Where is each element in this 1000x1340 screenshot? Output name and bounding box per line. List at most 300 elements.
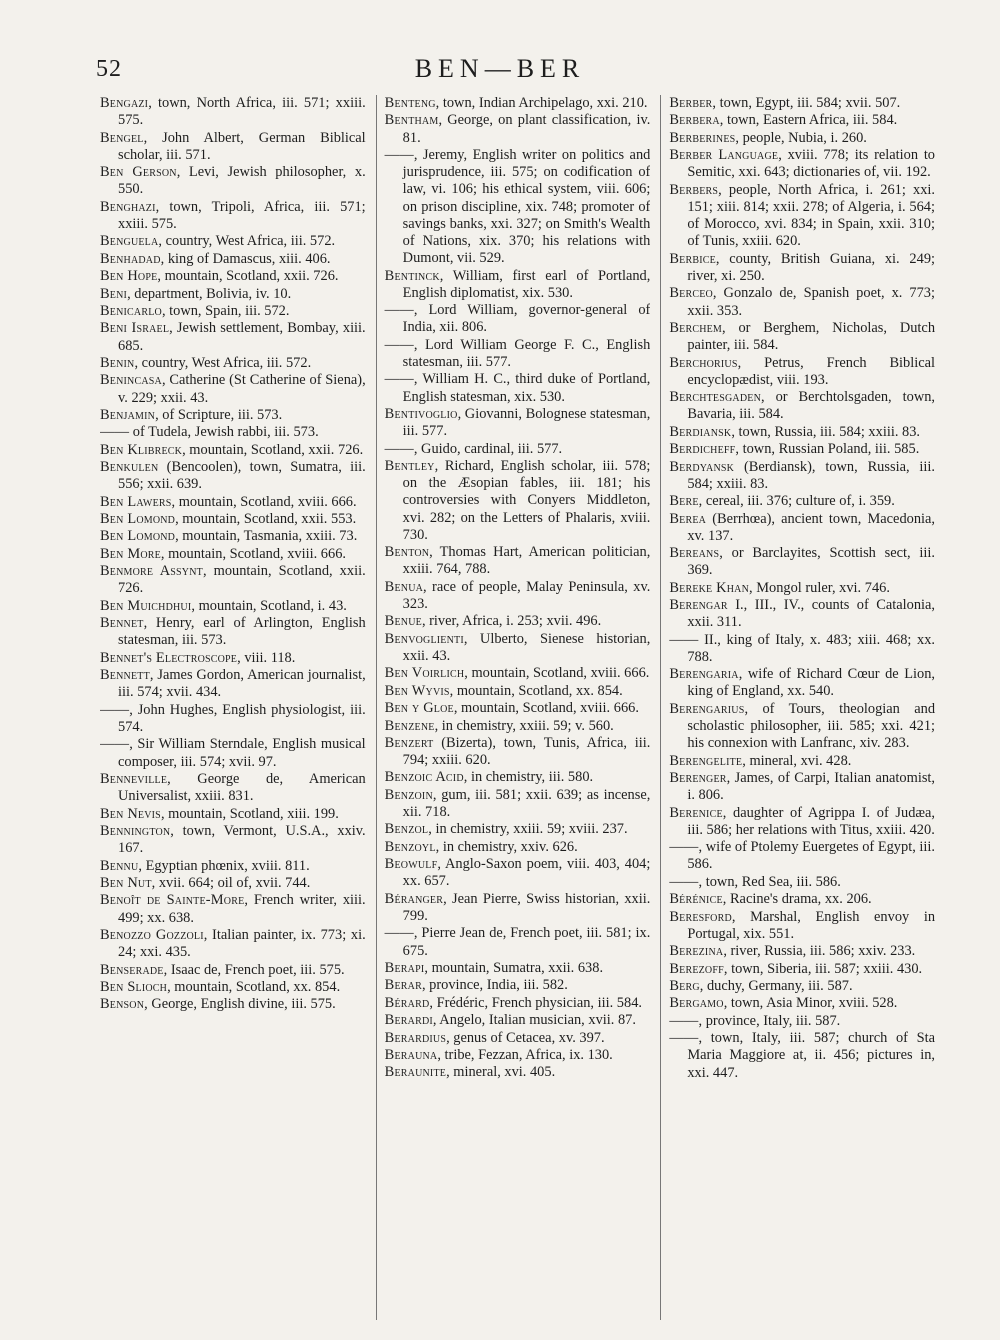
index-column-1 xyxy=(100,95,366,1320)
entry-text: , Italian painter, ix. 773; xi. 24; xxi. 435. xyxy=(118,926,366,961)
index-entry xyxy=(669,424,935,441)
index-entry xyxy=(100,320,366,354)
entry-text: , town, Egypt, iii. 584; xvii. 507. xyxy=(712,95,901,111)
index-entry xyxy=(669,770,935,804)
entry-headword: Ben Klibreck xyxy=(100,441,183,458)
entry-text: , Sir William Sterndale, English musical composer, iii. 574; xvii. 97. xyxy=(118,736,366,770)
entry-text: , James Gordon, American journalist, iii. 574; xvii. 434. xyxy=(118,667,366,701)
index-entry xyxy=(385,268,651,302)
entry-headword: Benin xyxy=(100,354,135,371)
entry-headword: Berbera xyxy=(669,112,720,129)
index-entry xyxy=(669,597,935,631)
entry-headword: Béranger xyxy=(384,890,444,907)
entry-text: , John Hughes, English physiologist, iii. 574. xyxy=(118,701,366,735)
entry-text: , of Scripture, iii. 573. xyxy=(155,406,283,423)
entry-headword: Benoît de Sainte-More xyxy=(100,892,245,909)
entry-headword: Benkulen xyxy=(100,459,159,476)
entry-headword: Benzene xyxy=(384,717,435,734)
entry-headword: Berdyansk xyxy=(669,458,735,475)
index-entry xyxy=(100,372,366,406)
index-entry xyxy=(385,458,651,544)
index-entry xyxy=(100,511,366,528)
entry-text: , Richard, English scholar, iii. 578; on the Æsopian fables, iii. 181; his controversies with Conyers Middleton, xvi. 282; on the Letters of Phalaris, xviii. 730. xyxy=(402,457,651,543)
entry-text: , James, of Carpi, Italian anatomist, i. 806. xyxy=(687,770,936,804)
index-entry xyxy=(100,199,366,233)
entry-text: , mountain, Scotland, xiii. 199. xyxy=(160,805,339,822)
entry-text: , race of people, Malay Peninsula, xv. 323. xyxy=(402,578,651,612)
entry-headword: Berenger xyxy=(669,770,727,787)
entry-text: , mountain, Scotland, xxii. 726. xyxy=(118,563,366,597)
entry-text: , George, on plant classification, iv. 81. xyxy=(402,112,651,146)
entry-headword: Bérard xyxy=(384,994,430,1011)
entry-headword: —— xyxy=(100,424,130,441)
index-entry xyxy=(669,839,935,873)
entry-text: , mountain, Sumatra, xxii. 638. xyxy=(424,960,604,977)
entry-text: , mountain, Scotland, xx. 854. xyxy=(167,978,341,995)
index-entry xyxy=(385,995,651,1012)
entry-headword: Benue xyxy=(384,613,422,630)
index-column-3 xyxy=(660,95,935,1320)
entry-text: , Lord William George F. C., English statesman, iii. 577. xyxy=(402,336,651,370)
entry-text: , mountain, Scotland, i. 43. xyxy=(191,597,347,614)
index-entry xyxy=(669,701,935,753)
index-entry xyxy=(669,1013,935,1030)
index-entry xyxy=(385,856,651,890)
index-entry xyxy=(100,892,366,926)
entry-headword: Berardi xyxy=(384,1012,433,1029)
index-entry xyxy=(100,528,366,545)
entry-text: , Anglo-Saxon poem, viii. 403, 404; xx. 657. xyxy=(402,856,651,890)
index-entry xyxy=(385,631,651,665)
entry-headword: Berdicheff xyxy=(669,441,736,458)
index-entry xyxy=(669,805,935,839)
page-number: 52 xyxy=(96,56,122,82)
entry-text: , Giovanni, Bolognese statesman, iii. 577. xyxy=(402,405,651,440)
entry-headword: Beraunite xyxy=(384,1064,447,1081)
entry-text: , country, West Africa, iii. 572. xyxy=(134,354,312,371)
index-entry xyxy=(385,891,651,925)
index-entry xyxy=(100,598,366,615)
index-entry xyxy=(669,545,935,579)
entry-text: , in chemistry, xxiii. 59; xviii. 237. xyxy=(428,821,628,838)
entry-headword: Ben Gerson xyxy=(100,164,177,181)
entry-text: , Gonzalo de, Spanish poet, x. 773; xxii. 353. xyxy=(687,285,936,319)
entry-headword: Benjamin xyxy=(100,406,156,423)
index-entry xyxy=(100,164,366,198)
entry-text: , town, Vermont, U.S.A., xxiv. 167. xyxy=(118,822,366,857)
entry-headword: Ben Lomond xyxy=(100,511,176,528)
entry-text: , town, North Africa, iii. 571; xxiii. 575. xyxy=(118,95,366,129)
index-entry xyxy=(669,95,935,112)
index-entry xyxy=(100,424,366,441)
index-entry xyxy=(669,666,935,700)
index-entry xyxy=(385,95,651,112)
index-columns xyxy=(100,95,935,1320)
entry-headword: Benozzo Gozzoli xyxy=(100,926,204,943)
index-entry xyxy=(100,875,366,892)
index-entry xyxy=(669,978,935,995)
index-entry xyxy=(385,1012,651,1029)
entry-headword: Bentham xyxy=(384,112,439,129)
entry-text: , mountain, Scotland, xviii. 666. xyxy=(453,700,639,717)
entry-headword: Benson xyxy=(100,996,145,1013)
entry-headword: Berchorius xyxy=(669,354,738,371)
index-entry xyxy=(100,286,366,303)
index-entry xyxy=(669,355,935,389)
entry-headword: Benzoyl xyxy=(384,838,436,855)
entry-text: , in chemistry, xxiii. 59; v. 560. xyxy=(434,717,614,734)
entry-text: , wife of Richard Cœur de Lion, king of England, xx. 540. xyxy=(687,666,936,700)
entry-headword: Ben More xyxy=(100,545,161,562)
entry-headword: —— xyxy=(384,302,414,319)
entry-text: , department, Bolivia, iv. 10. xyxy=(127,285,292,302)
entry-headword: Bennett xyxy=(100,667,150,684)
entry-text: of Tudela, Jewish rabbi, iii. 573. xyxy=(129,424,319,441)
entry-text: , province, India, iii. 582. xyxy=(421,977,568,994)
entry-headword: Berengarius xyxy=(669,700,745,717)
index-entry xyxy=(100,962,366,979)
entry-headword: Ben Hope xyxy=(100,268,158,285)
entry-text: , province, Italy, iii. 587. xyxy=(698,1012,841,1029)
entry-text: , Jewish settlement, Bombay, xiii. 685. xyxy=(118,320,366,354)
entry-text: , mineral, xvi. 405. xyxy=(446,1064,556,1081)
entry-headword: Berauna xyxy=(384,1046,438,1063)
entry-headword: Bergamo xyxy=(669,995,724,1012)
index-entry xyxy=(100,303,366,320)
index-entry xyxy=(100,650,366,667)
index-entry xyxy=(385,579,651,613)
index-entry xyxy=(385,337,651,371)
entry-headword: —— xyxy=(100,736,130,753)
index-entry xyxy=(100,806,366,823)
entry-text: , river, Russia, iii. 586; xxiv. 233. xyxy=(723,943,916,960)
index-entry xyxy=(385,700,651,717)
index-entry xyxy=(100,268,366,285)
index-entry xyxy=(385,1047,651,1064)
entry-headword: Benua xyxy=(384,578,424,595)
entry-headword: Berg xyxy=(669,977,700,994)
entry-headword: Beresford xyxy=(669,908,732,925)
index-entry xyxy=(100,823,366,857)
entry-headword: Benincasa xyxy=(100,372,162,389)
entry-headword: Benton xyxy=(384,544,430,561)
entry-text: , xviii. 778; its relation to Semitic, xxi. 643; dictionaries of, vii. 192. xyxy=(687,147,936,181)
entry-headword: Benserade xyxy=(100,961,164,978)
index-entry xyxy=(100,736,366,770)
entry-headword: —— xyxy=(669,631,699,648)
entry-headword: —— xyxy=(669,1012,699,1029)
entry-headword: Benghazi xyxy=(100,198,156,215)
entry-headword: Berdiansk xyxy=(669,423,732,440)
entry-text: , French writer, xiii. 499; xx. 638. xyxy=(118,892,366,926)
entry-text: , county, British Guiana, xi. 249; river, xi. 250. xyxy=(687,250,936,284)
entry-text: , Levi, Jewish philosopher, x. 550. xyxy=(118,164,366,198)
entry-headword: —— xyxy=(100,701,130,718)
entry-text: , mountain, Scotland, xxii. 726. xyxy=(157,268,339,285)
index-entry xyxy=(100,95,366,129)
entry-headword: Berbice xyxy=(669,250,716,267)
index-entry xyxy=(385,718,651,735)
entry-headword: Bennington xyxy=(100,822,171,839)
entry-headword: Berezoff xyxy=(669,960,724,977)
entry-headword: Berberines xyxy=(669,129,736,146)
entry-text: , Racine's drama, xx. 206. xyxy=(722,891,872,908)
index-entry xyxy=(100,667,366,701)
index-entry xyxy=(385,925,651,959)
entry-headword: Ben Voirlich xyxy=(384,665,465,682)
entry-headword: Berezina xyxy=(669,943,724,960)
entry-text: , Jean Pierre, Swiss historian, xxii. 799. xyxy=(402,890,651,925)
index-entry xyxy=(669,441,935,458)
index-entry xyxy=(385,683,651,700)
entry-text: , of Tours, theologian and scholastic philosopher, iii. 585; xxi. 421; his connexion with Lanfranc, xiv. 283. xyxy=(687,700,936,752)
index-entry xyxy=(385,735,651,769)
entry-headword: Benneville xyxy=(100,770,168,787)
entry-text: , town, Russia, iii. 584; xxiii. 83. xyxy=(731,423,920,440)
entry-headword: —— xyxy=(384,336,414,353)
entry-text: , Guido, cardinal, iii. 577. xyxy=(413,440,563,457)
entry-headword: Benhadad xyxy=(100,250,161,267)
entry-headword: Berceo xyxy=(669,285,713,302)
entry-text: , town, Italy, iii. 587; church of Sta Maria Maggiore at, ii. 456; pictures in, xxi. 447. xyxy=(687,1030,936,1081)
entry-text: , or Berghem, Nicholas, Dutch painter, iii. 584. xyxy=(687,319,936,354)
entry-text: , or Berchtolsgaden, town, Bavaria, iii. 584. xyxy=(687,389,936,423)
index-entry xyxy=(100,494,366,511)
entry-headword: Bengel xyxy=(100,129,144,146)
entry-text: , mountain, Scotland, xxii. 726. xyxy=(182,441,364,458)
index-entry xyxy=(100,355,366,372)
entry-text: , Marshal, English envoy in Portugal, xix. 551. xyxy=(687,908,936,942)
index-entry xyxy=(669,909,935,943)
entry-headword: Ben Wyvis xyxy=(384,682,450,699)
entry-headword: Bérénice xyxy=(669,891,723,908)
index-entry xyxy=(669,251,935,285)
entry-headword: Benteng xyxy=(384,95,436,111)
entry-text: , wife of Ptolemy Euergetes of Egypt, iii. 586. xyxy=(687,839,936,873)
entry-headword: Berengar xyxy=(669,597,728,614)
entry-text: , king of Damascus, xiii. 406. xyxy=(160,250,331,267)
entry-text: , Pierre Jean de, French poet, iii. 581; ix. 675. xyxy=(402,925,651,959)
entry-text: , genus of Cetacea, xv. 397. xyxy=(446,1029,605,1046)
entry-text: , country, West Africa, iii. 572. xyxy=(158,233,336,250)
entry-headword: Benicarlo xyxy=(100,302,162,319)
entry-headword: Benzert xyxy=(384,734,434,751)
entry-text: , town, Eastern Africa, iii. 584. xyxy=(719,112,898,129)
index-entry xyxy=(100,459,366,493)
entry-headword: —— xyxy=(669,1030,699,1047)
entry-headword: Benguela xyxy=(100,233,159,250)
index-entry xyxy=(669,874,935,891)
entry-headword: Ben Nut xyxy=(100,874,152,891)
index-entry xyxy=(385,302,651,336)
entry-headword: Berengelite xyxy=(669,752,743,769)
entry-headword: Ben Nevis xyxy=(100,805,161,822)
entry-headword: Bennet xyxy=(100,615,144,632)
index-entry xyxy=(669,511,935,545)
index-entry xyxy=(100,233,366,250)
entry-headword: Berea xyxy=(669,510,707,527)
entry-text: , town, Siberia, iii. 587; xxiii. 430. xyxy=(723,960,923,977)
index-entry xyxy=(100,858,366,875)
entry-headword: —— xyxy=(384,925,414,942)
entry-headword: Bereans xyxy=(669,545,720,562)
entry-text: , town, Asia Minor, xviii. 528. xyxy=(723,995,898,1012)
entry-headword: Bentley xyxy=(384,457,435,474)
entry-text: , Mongol ruler, xvi. 746. xyxy=(749,579,890,596)
entry-text: , duchy, Germany, iii. 587. xyxy=(699,977,853,994)
index-entry xyxy=(669,130,935,147)
entry-text: , cereal, iii. 376; culture of, i. 359. xyxy=(698,493,895,510)
index-entry xyxy=(669,632,935,666)
entry-headword: Ben Muichdhui xyxy=(100,597,192,614)
entry-headword: Berenice xyxy=(669,804,723,821)
entry-headword: Berar xyxy=(384,977,422,994)
index-entry xyxy=(100,130,366,164)
entry-headword: Beni xyxy=(100,285,128,302)
index-entry xyxy=(669,459,935,493)
entry-headword: Ben Lawers xyxy=(100,493,172,510)
index-column-2 xyxy=(376,95,651,1320)
entry-headword: Berchem xyxy=(669,319,723,336)
entry-headword: Benzoin xyxy=(384,786,433,803)
index-entry xyxy=(385,1030,651,1047)
index-entry xyxy=(669,753,935,770)
entry-text: , town, Tripoli, Africa, iii. 571; xxiii. 575. xyxy=(118,198,366,232)
entry-text: , George, English divine, iii. 575. xyxy=(144,996,336,1013)
entry-text: , in chemistry, iii. 580. xyxy=(463,769,594,786)
index-entry xyxy=(385,441,651,458)
entry-text: , tribe, Fezzan, Africa, ix. 130. xyxy=(437,1046,613,1063)
entry-text: , Thomas Hart, American politician, xxiii. 764, 788. xyxy=(402,544,651,578)
index-entry xyxy=(100,442,366,459)
entry-headword: Berbers xyxy=(669,181,719,198)
entry-text: (Bencoolen), town, Sumatra, iii. 556; xxii. 639. xyxy=(118,459,366,493)
entry-headword: Bentinck xyxy=(384,267,440,284)
entry-text: , Petrus, French Biblical encyclopædist, viii. 193. xyxy=(687,354,936,388)
entry-headword: Berchtesgaden xyxy=(669,389,761,406)
entry-headword: Berber xyxy=(669,95,713,111)
entry-text: , Frédéric, French physician, iii. 584. xyxy=(429,994,642,1011)
index-entry xyxy=(100,771,366,805)
entry-text: , river, Africa, i. 253; xvii. 496. xyxy=(421,613,602,630)
index-entry xyxy=(669,285,935,319)
index-entry xyxy=(385,960,651,977)
entry-headword: Benvoglienti xyxy=(384,630,464,647)
running-head: BEN—BER xyxy=(414,54,586,83)
index-entry xyxy=(385,821,651,838)
entry-headword: Beowulf xyxy=(384,856,438,873)
index-entry xyxy=(669,493,935,510)
entry-text: , viii. 118. xyxy=(237,649,296,666)
index-entry xyxy=(669,147,935,181)
index-entry xyxy=(385,977,651,994)
entry-text: , Isaac de, French poet, iii. 575. xyxy=(163,961,345,978)
entry-text: , or Barclayites, Scottish sect, iii. 369. xyxy=(687,545,936,579)
entry-text: , gum, iii. 581; xxii. 639; as incense, xii. 718. xyxy=(402,786,651,821)
index-entry xyxy=(669,891,935,908)
entry-text: , Angelo, Italian musician, xvii. 87. xyxy=(432,1012,636,1029)
entry-headword: Benmore Assynt xyxy=(100,563,203,580)
index-entry xyxy=(385,613,651,630)
entry-headword: Benzol xyxy=(384,821,429,838)
entry-headword: Bennu xyxy=(100,857,139,874)
index-entry xyxy=(669,389,935,423)
entry-text: , mountain, Scotland, xxii. 553. xyxy=(175,511,357,528)
entry-text: , mountain, Tasmania, xxiii. 73. xyxy=(175,528,358,545)
entry-text: , Henry, earl of Arlington, English statesman, iii. 573. xyxy=(118,615,366,649)
entry-headword: —— xyxy=(384,146,414,163)
entry-text: , Lord William, governor-general of India, xii. 806. xyxy=(402,302,651,336)
index-entry xyxy=(100,702,366,736)
entry-headword: Bengazi xyxy=(100,95,149,111)
entry-text: , people, North Africa, i. 261; xxi. 151; xiii. 814; xxii. 278; of Algeria, i. 564; of Morocco, xvi. 834; in Spain, xxii. 310; of Tunis, xxiii. 620. xyxy=(687,181,936,250)
entry-text: , mountain, Scotland, xviii. 666. xyxy=(171,493,357,510)
entry-text: , town, Spain, iii. 572. xyxy=(161,302,290,319)
index-entry xyxy=(669,320,935,354)
entry-headword: Bennet's Electroscope xyxy=(100,649,238,666)
index-entry xyxy=(100,979,366,996)
index-entry xyxy=(385,1064,651,1081)
entry-text: , daughter of Agrippa I. of Judæa, iii. 586; her relations with Titus, xxiii. 420. xyxy=(687,804,936,838)
entry-text: , town, Indian Archipelago, xxi. 210. xyxy=(435,95,648,111)
entry-headword: Bereke Khan xyxy=(669,579,750,596)
entry-text: , Catherine (St Catherine of Siena), v. 229; xxii. 43. xyxy=(118,372,366,406)
index-entry xyxy=(385,769,651,786)
index-entry xyxy=(385,665,651,682)
entry-text: (Bizerta), town, Tunis, Africa, iii. 794; xxiii. 620. xyxy=(402,734,651,769)
entry-headword: —— xyxy=(669,873,699,890)
entry-text: (Berdiansk), town, Russia, iii. 584; xxiii. 83. xyxy=(687,458,936,492)
entry-headword: Bere xyxy=(669,493,699,510)
index-entry xyxy=(385,112,651,146)
entry-text: I., III., IV., counts of Catalonia, xxii. 311. xyxy=(687,597,936,631)
entry-headword: Ben y Gloe xyxy=(384,700,454,717)
entry-text: , William H. C., third duke of Portland, English statesman, xix. 530. xyxy=(402,371,651,405)
index-entry xyxy=(385,544,651,578)
entry-headword: Berapi xyxy=(384,960,425,977)
entry-headword: —— xyxy=(384,371,414,388)
entry-text: , William, first earl of Portland, English diplomatist, xix. 530. xyxy=(402,267,651,301)
entry-headword: Ben Lomond xyxy=(100,528,176,545)
entry-headword: —— xyxy=(669,839,699,856)
entry-text: , George de, American Universalist, xxiii. 831. xyxy=(118,770,366,805)
index-entry xyxy=(669,580,935,597)
entry-text: , town, Red Sea, iii. 586. xyxy=(698,873,841,890)
index-entry xyxy=(385,371,651,405)
entry-headword: Berardius xyxy=(384,1029,447,1046)
entry-text: , John Albert, German Biblical scholar, iii. 571. xyxy=(118,129,366,163)
entry-text: , Egyptian phœnix, xviii. 811. xyxy=(138,857,310,874)
entry-headword: —— xyxy=(384,440,414,457)
entry-headword: Berber Language xyxy=(669,147,779,164)
entry-headword: Benzoic Acid xyxy=(384,769,464,786)
index-entry xyxy=(100,546,366,563)
index-entry xyxy=(385,787,651,821)
entry-headword: Bentivoglio xyxy=(384,405,458,422)
entry-headword: Berengaria xyxy=(669,666,739,683)
index-entry xyxy=(669,961,935,978)
index-entry xyxy=(100,615,366,649)
entry-headword: Ben Slioch xyxy=(100,978,168,995)
index-entry xyxy=(385,406,651,440)
index-entry xyxy=(385,147,651,267)
index-entry xyxy=(100,927,366,961)
entry-text: , mountain, Scotland, xviii. 666. xyxy=(160,545,346,562)
index-entry xyxy=(669,112,935,129)
index-entry xyxy=(669,995,935,1012)
index-entry xyxy=(385,839,651,856)
entry-headword: Beni Israel xyxy=(100,320,170,337)
